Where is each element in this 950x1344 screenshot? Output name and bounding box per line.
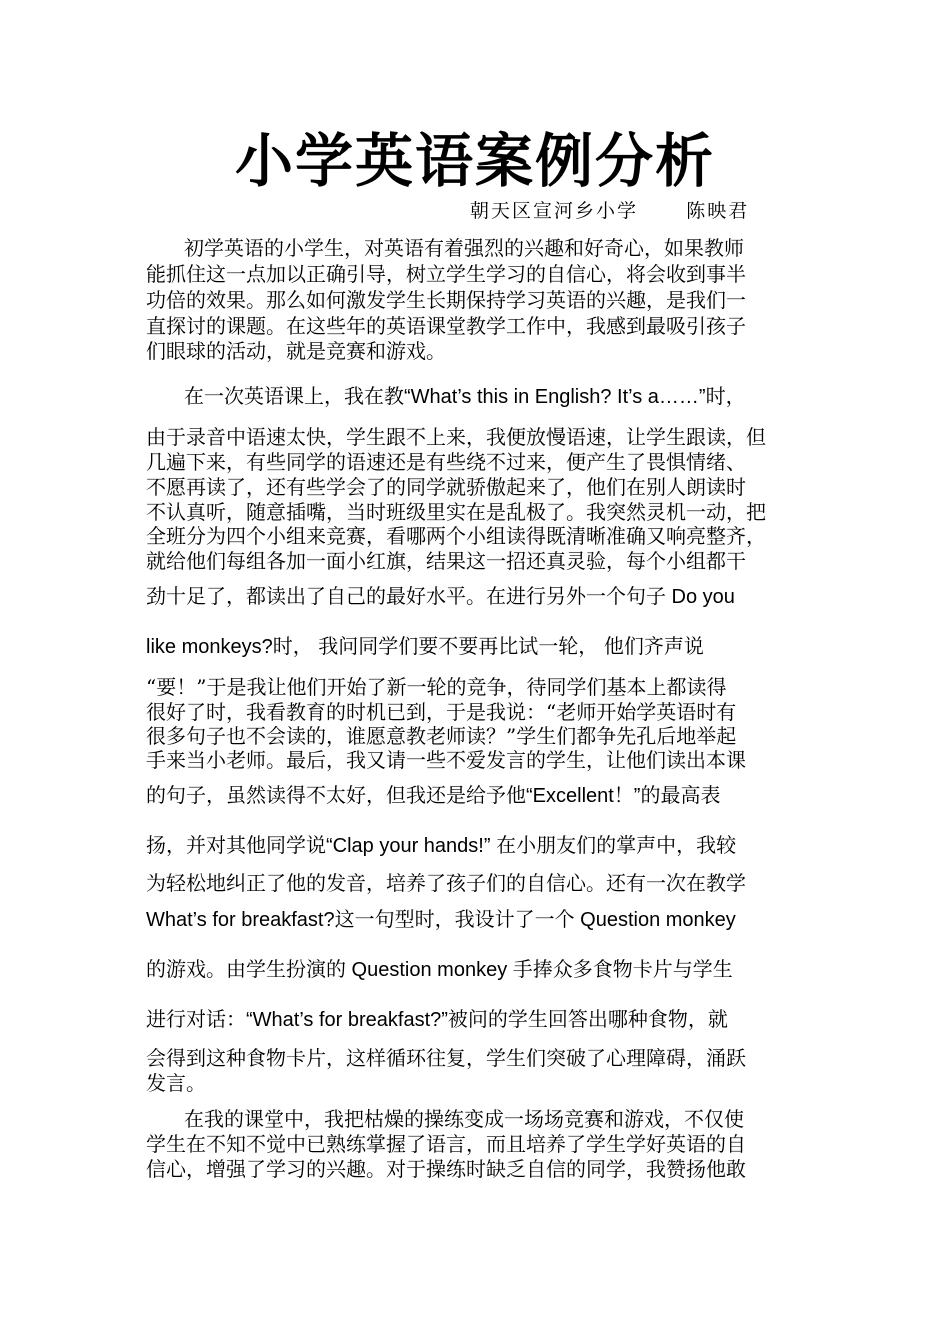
paragraph-line: 很多句子也不会读的，谁愿意教老师读？”学生们都争先孔后地举起 bbox=[146, 724, 737, 748]
paragraph-line: 手来当小老师。最后，我又请一些不爱发言的学生，让他们读出本课 bbox=[146, 748, 746, 772]
paragraph-line: 的游戏。由学生扮演的 Question monkey 手捧众多食物卡片与学生 bbox=[146, 959, 733, 981]
paragraph-line: 初学英语的小学生，对英语有着强烈的兴趣和好奇心，如果教师 bbox=[184, 236, 744, 260]
paragraph-line: 几遍下来，有些同学的语速还是有些绕不过来，便产生了畏惧情绪、 bbox=[146, 450, 746, 474]
paragraph-line: 在一次英语课上，我在教“What’s this in English? It’s a……”时， bbox=[184, 386, 746, 408]
paragraph-line: 直探讨的课题。在这些年的英语课堂教学工作中，我感到最吸引孩子 bbox=[146, 314, 746, 338]
paragraph-line: 信心，增强了学习的兴趣。对于操练时缺乏自信的同学，我赞扬他敢 bbox=[146, 1157, 746, 1181]
paragraph-line: 们眼球的活动，就是竞赛和游戏。 bbox=[146, 339, 446, 363]
paragraph-line: 不认真听，随意插嘴，当时班级里实在是乱极了。我突然灵机一动，把 bbox=[146, 500, 766, 524]
paragraph-line: 功倍的效果。那么如何激发学生长期保持学习英语的兴趣，是我们一 bbox=[146, 288, 746, 312]
paragraph-line: like monkeys?时， 我问同学们要不要再比试一轮， 他们齐声说 bbox=[146, 636, 704, 658]
paragraph-line: 全班分为四个小组来竞赛，看哪两个小组读得既清晰准确又响亮整齐， bbox=[146, 524, 766, 548]
paragraph-line: What’s for breakfast?这一句型时，我设计了一个 Question monkey bbox=[146, 909, 736, 931]
paragraph-line: 会得到这种食物卡片，这样循环往复，学生们突破了心理障碍，涌跃 bbox=[146, 1046, 746, 1070]
paragraph-line: 的句子，虽然读得不太好，但我还是给予他“Excellent！”的最高表 bbox=[146, 785, 721, 807]
paragraph-line: 劲十足了，都读出了自己的最好水平。在进行另外一个句子 Do you bbox=[146, 586, 735, 608]
paragraph-line: 很好了时，我看教育的时机已到，于是我说：“老师开始学英语时有 bbox=[146, 700, 737, 724]
document-title: 小学英语案例分析 bbox=[234, 127, 715, 195]
paragraph-line: “要！”于是我让他们开始了新一轮的竞争，待同学们基本上都读得 bbox=[146, 675, 727, 699]
paragraph-line: 发言。 bbox=[146, 1071, 206, 1095]
author-line: 朝天区宣河乡小学 陈映君 bbox=[470, 200, 750, 222]
paragraph-line: 进行对话：“What’s for breakfast?”被问的学生回答出哪种食物，就 bbox=[146, 1009, 728, 1031]
paragraph-line: 学生在不知不觉中已熟练掌握了语言，而且培养了学生学好英语的自 bbox=[146, 1132, 746, 1156]
paragraph-line: 能抓住这一点加以正确引导，树立学生学习的自信心，将会收到事半 bbox=[146, 262, 746, 286]
paragraph-line: 由于录音中语速太快，学生跟不上来，我便放慢语速，让学生跟读，但 bbox=[146, 425, 766, 449]
paragraph-line: 扬，并对其他同学说“Clap your hands!” 在小朋友们的掌声中，我较 bbox=[146, 835, 737, 857]
paragraph-line: 不愿再读了，还有些学会了的同学就骄傲起来了，他们在别人朗读时 bbox=[146, 475, 746, 499]
paragraph-line: 就给他们每组各加一面小红旗，结果这一招还真灵验，每个小组都干 bbox=[146, 549, 746, 573]
paragraph-line: 为轻松地纠正了他的发音，培养了孩子们的自信心。还有一次在教学 bbox=[146, 871, 746, 895]
paragraph-line: 在我的课堂中，我把枯燥的操练变成一场场竞赛和游戏，不仅使 bbox=[184, 1107, 744, 1131]
